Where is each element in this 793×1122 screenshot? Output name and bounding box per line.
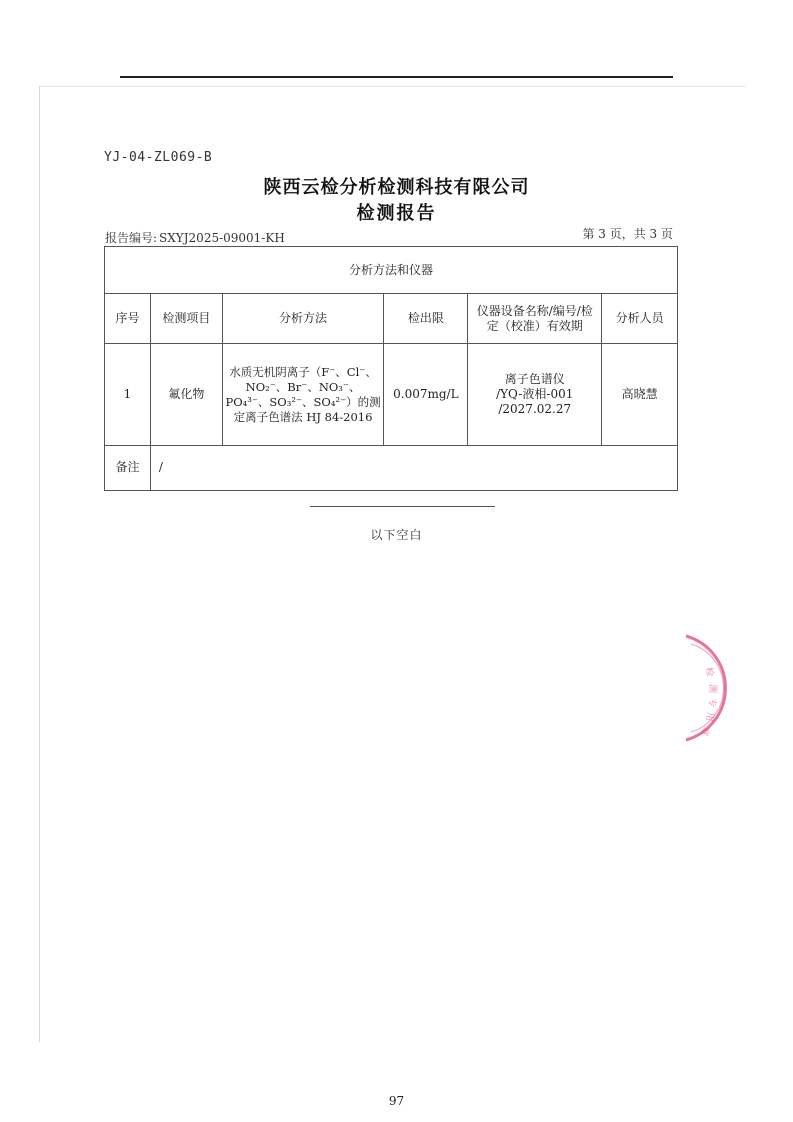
document-id: YJ-04-ZL069-B [104,150,213,165]
top-rule [120,76,673,78]
cell-index: 1 [105,344,151,445]
svg-text:检: 检 [703,666,715,678]
report-number-label: 报告编号: [105,231,158,245]
scan-edge-top [39,86,745,87]
company-seal-stamp [672,632,732,744]
report-number-value: SXYJ2025-09001-KH [159,231,285,245]
report-number [105,229,285,246]
col-header-instrument: 仪器设备名称/编号/检定（校准）有效期 [468,294,602,344]
instrument-valid-date: /2027.02.27 [498,402,572,417]
page-number: 97 [388,1094,405,1108]
end-separator [310,506,495,507]
col-header-method: 分析方法 [222,294,384,344]
table-row [105,344,678,445]
note-value: / [150,445,677,490]
col-header-analyst: 分析人员 [602,294,678,344]
svg-text:用: 用 [703,711,715,723]
methods-table [104,246,678,491]
scan-edge-left [39,86,40,1042]
cell-method: 水质无机阴离子（F⁻、Cl⁻、NO₂⁻、Br⁻、NO₃⁻、PO₄³⁻、SO₃²⁻、SO₄²⁻）的测定离子色谱法 HJ 84-2016 [222,344,384,445]
svg-text:测: 测 [707,684,717,694]
page-info: 第 3 页，共 3 页 [582,227,673,241]
instrument-name: 离子色谱仪 [504,372,565,387]
col-header-limit: 检出限 [384,294,468,344]
instrument-id: /YQ-液相-001 [496,387,574,402]
svg-text:专: 专 [706,697,717,708]
cell-analyst: 高晓慧 [602,344,678,445]
company-name: 陕西云检分析检测科技有限公司 [263,177,530,198]
svg-text:章: 章 [698,724,711,737]
cell-item: 氟化物 [150,344,222,445]
cell-limit: 0.007mg/L [384,344,468,445]
col-header-index: 序号 [105,294,151,344]
col-header-item: 检测项目 [150,294,222,344]
blank-below-text: 以下空白 [370,528,423,542]
table-section-title: 分析方法和仪器 [105,247,678,294]
note-label: 备注 [105,445,151,490]
cell-instrument [468,344,602,445]
report-title: 检测报告 [356,203,437,224]
